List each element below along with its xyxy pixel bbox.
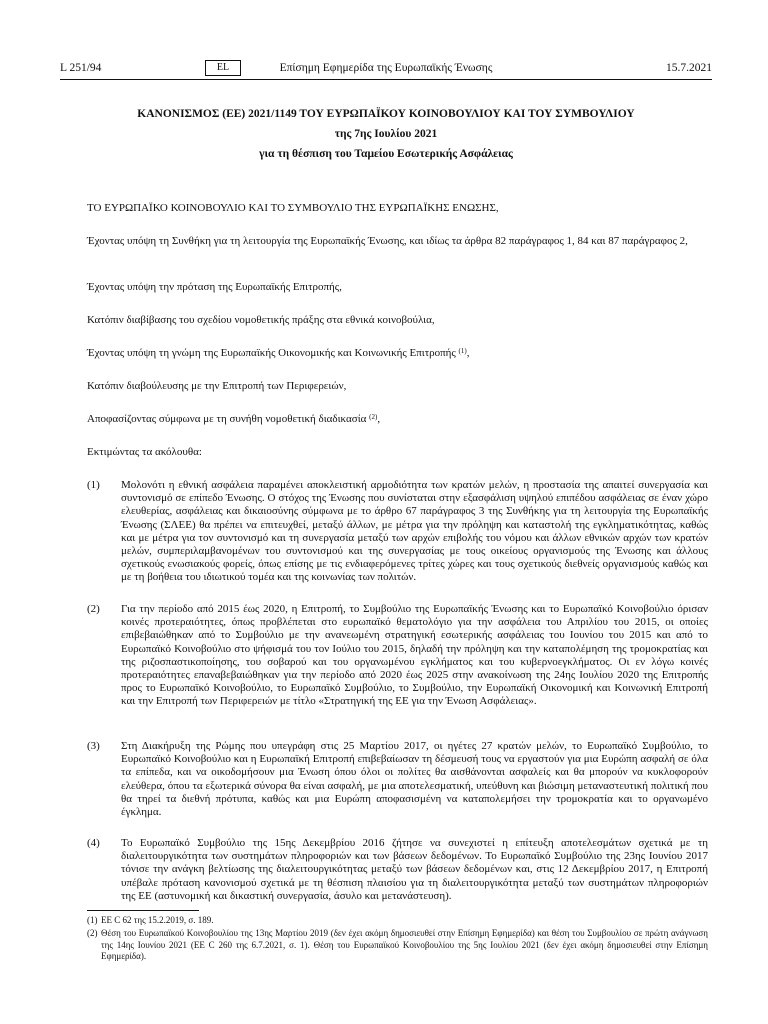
journal-title: Επίσημη Εφημερίδα της Ευρωπαϊκής Ένωσης xyxy=(279,62,493,74)
footnote-number: (1) xyxy=(87,915,98,925)
header-divider xyxy=(60,79,712,80)
preamble-procedure-text: Αποφασίζοντας σύμφωνα με τη συνήθη νομοθετική διαδικασία xyxy=(87,413,367,425)
language-badge: EL xyxy=(205,60,241,76)
preamble-eesc-opinion xyxy=(87,347,708,360)
preamble-procedure-tail: , xyxy=(377,413,381,425)
regulation-subject: για τη θέσπιση του Ταμείου Εσωτερικής Ασφάλειας xyxy=(259,148,513,160)
footnote-divider xyxy=(87,910,199,911)
preamble-parties: ΤΟ ΕΥΡΩΠΑΪΚΟ ΚΟΙΝΟΒΟΥΛΙΟ ΚΑΙ ΤΟ ΣΥΜΒΟΥΛΙΟ ΤΗΣ ΕΥΡΩΠΑΪΚΗΣ ΕΝΩΣΗΣ, xyxy=(87,202,499,214)
recital-text: Το Ευρωπαϊκό Συμβούλιο της 15ης Δεκεμβρίου 2016 ζήτησε να συνεχιστεί η επίτευξη αποτελεσμάτων σχετικά με τη διαλειτουργικότητα των συστημάτων πληροφοριών και των βάσεων δεδομένων. Το Ευρωπαϊκό Συμβούλιο της 23ης Ιουνίου 2017 τόνισε την ανάγκη βελτίωσης της διαλειτουργικότητας μεταξύ των βάσεων δεδομένων και, στις 12 Δεκεμβρίου 2017, η Επιτροπή υπέβαλε πρόταση κανονισμού σχετικά με τη θέσπιση πλαισίου για τη διαλειτουργικότητα μεταξύ των συστημάτων πληροφοριών της ΕΕ (αστυνομική και δικαστική συνεργασία, άσυλο και μετανάστευση). xyxy=(121,837,708,902)
regulation-date: της 7ης Ιουλίου 2021 xyxy=(334,128,438,140)
footnote-ref-1[interactable]: (1) xyxy=(458,347,467,355)
recital-text: Για την περίοδο από 2015 έως 2020, η Επιτροπή, το Συμβούλιο της Ευρωπαϊκής Ένωσης και το Ευρωπαϊκό Κοινοβούλιο όρισαν κοινές προτεραιότητες, όπως προβλέπεται στο ευρωπαϊκό θεματολόγιο για την ασφάλεια του Απριλίου του 2015, οι οποίες επιβεβαιώθηκαν από το Συμβούλιο με την ανανεωμένη στρατηγική εσωτερικής ασφάλειας του Ιουνίου του 2015 και από το Ευρωπαϊκό Κοινοβούλιο στο ψήφισμά του τον Ιούλιο του 2015, δηλαδή την πρόληψη και την καταπολέμηση της τρομοκρατίας και της ριζοσπαστικοποίησης, του σοβαρού και του οργανωμένου εγκλήματος και του κυβερνοεγκλήματος. Οι εν λόγω κοινές προτεραιότητες επαναβεβαιώθηκαν για την περίοδο από 2020 έως 2025 στην ανακοίνωση της 24ης Ιουλίου 2020 της Επιτροπής προς το Ευρωπαϊκό Κοινοβούλιο, το Ευρωπαϊκό Συμβούλιο, το Συμβούλιο, την Ευρωπαϊκή Οικονομική και Κοινωνική Επιτροπή και την Επιτροπή των Περιφερειών με τίτλο «Στρατηγική της ΕΕ για την Ένωση Ασφάλειας». xyxy=(121,603,708,708)
preamble-treaty: Έχοντας υπόψη τη Συνθήκη για τη λειτουργία της Ευρωπαϊκής Ένωσης, και ιδίως τα άρθρα 82 παράγραφος 1, 84 και 87 παράγραφος 2, xyxy=(87,235,688,247)
preamble-eesc-tail: , xyxy=(466,347,470,359)
page-reference: L 251/94 xyxy=(60,62,102,74)
preamble-proposal: Έχοντας υπόψη την πρόταση της Ευρωπαϊκής Επιτροπής, xyxy=(87,281,342,293)
regulation-title: ΚΑΝΟΝΙΣΜΟΣ (ΕΕ) 2021/1149 ΤΟΥ ΕΥΡΩΠΑΪΚΟΥ ΚΟΙΝΟΒΟΥΛΙΟΥ ΚΑΙ ΤΟΥ ΣΥΜΒΟΥΛΙΟΥ xyxy=(137,108,635,120)
preamble-national-parliaments: Κατόπιν διαβίβασης του σχεδίου νομοθετικής πράξης στα εθνικά κοινοβούλια, xyxy=(87,314,435,326)
footnote-number: (2) xyxy=(87,928,98,938)
footnote-ref-2[interactable]: (2) xyxy=(369,413,378,421)
recital-text: Στη Διακήρυξη της Ρώμης που υπεγράφη στις 25 Μαρτίου 2017, οι ηγέτες 27 κρατών μελών, το Ευρωπαϊκό Συμβούλιο, το Ευρωπαϊκό Κοινοβούλιο και η Ευρωπαϊκή Επιτροπή επιβεβαίωσαν τη δέσμευσή τους να εργαστούν για μια Ευρώπη ασφαλή σε όλα τα επίπεδα, και να οικοδομήσουν μια Ένωση όπου όλοι οι πολίτες θα αισθάνονται ασφαλείς και θα μπορούν να κυκλοφορούν ελεύθερα, όπου τα εξωτερικά σύνορα θα είναι ασφαλή, με μια αποτελεσματική, υπεύθυνη και βιώσιμη μεταναστευτική πολιτική που θα τηρεί τα διεθνή πρότυπα, καθώς και μια Ευρώπη αποφασισμένη να καταπολεμήσει την τρομοκρατία και το οργανωμένο έγκλημα. xyxy=(121,740,708,819)
publication-date: 15.7.2021 xyxy=(666,62,712,74)
preamble-regions-consultation: Κατόπιν διαβούλευσης με την Επιτροπή των Περιφερειών, xyxy=(87,380,347,392)
recital-number: (3) xyxy=(87,740,100,752)
page-header xyxy=(60,60,712,76)
footnote-text: ΕΕ C 62 της 15.2.2019, σ. 189. xyxy=(101,915,214,925)
preamble-whereas: Εκτιμώντας τα ακόλουθα: xyxy=(87,446,202,458)
recital-text: Μολονότι η εθνική ασφάλεια παραμένει αποκλειστική αρμοδιότητα των κρατών μελών, η προστασία της απαιτεί συνεργασία και συντονισμό σε επίπεδο Ένωσης. Ο στόχος της Ένωσης που συνίσταται στην εξασφάλιση υψηλού επιπέδου ασφάλειας σε έναν χώρο ελευθερίας, ασφάλειας και δικαιοσύνης σύμφωνα με το άρθρο 67 παράγραφος 3 της Συνθήκης για τη λειτουργία της Ευρωπαϊκής Ένωσης (ΣΛΕΕ) θα πρέπει να επιτευχθεί, μεταξύ άλλων, με μέτρα για την πρόληψη και καταστολή της εγκληματικότητας, καθώς και με μέτρα για τον συντονισμό και τη συνεργασία μεταξύ των αρχών επιβολής του νόμου και άλλων εθνικών αρχών των κρατών μελών, συμπεριλαμβανομένων του συντονισμού και της συνεργασίας με τους οικείους οργανισμούς της Ένωσης και άλλους σχετικούς ενωσιακούς φορείς, όπως επίσης με τις ενδιαφερόμενες τρίτες χώρες και τους σχετικούς διεθνείς οργανισμούς καθώς και με τη βοήθεια του ιδιωτικού τομέα και της κοινωνίας των πολιτών. xyxy=(121,479,708,584)
recital-number: (1) xyxy=(87,479,100,491)
recital-number: (4) xyxy=(87,837,100,849)
recital-number: (2) xyxy=(87,603,100,615)
preamble-legislative-procedure xyxy=(87,413,708,426)
footnote-text: Θέση του Ευρωπαϊκού Κοινοβουλίου της 13ης Μαρτίου 2019 (δεν έχει ακόμη δημοσιευθεί στην Επίσημη Εφημερίδα) και θέση του Συμβουλίου σε πρώτη ανάγνωση της 14ης Ιουνίου 2021 (ΕΕ C 260 της 6.7.2021, σ. 1). Θέση του Ευρωπαϊκού Κοινοβουλίου της 5ης Ιουλίου 2021 (δεν έχει ακόμη δημοσιευθεί στην Επίσημη Εφημερίδα). xyxy=(101,928,708,962)
preamble-eesc-text: Έχοντας υπόψη τη γνώμη της Ευρωπαϊκής Οικονομικής και Κοινωνικής Επιτροπής xyxy=(87,347,456,359)
